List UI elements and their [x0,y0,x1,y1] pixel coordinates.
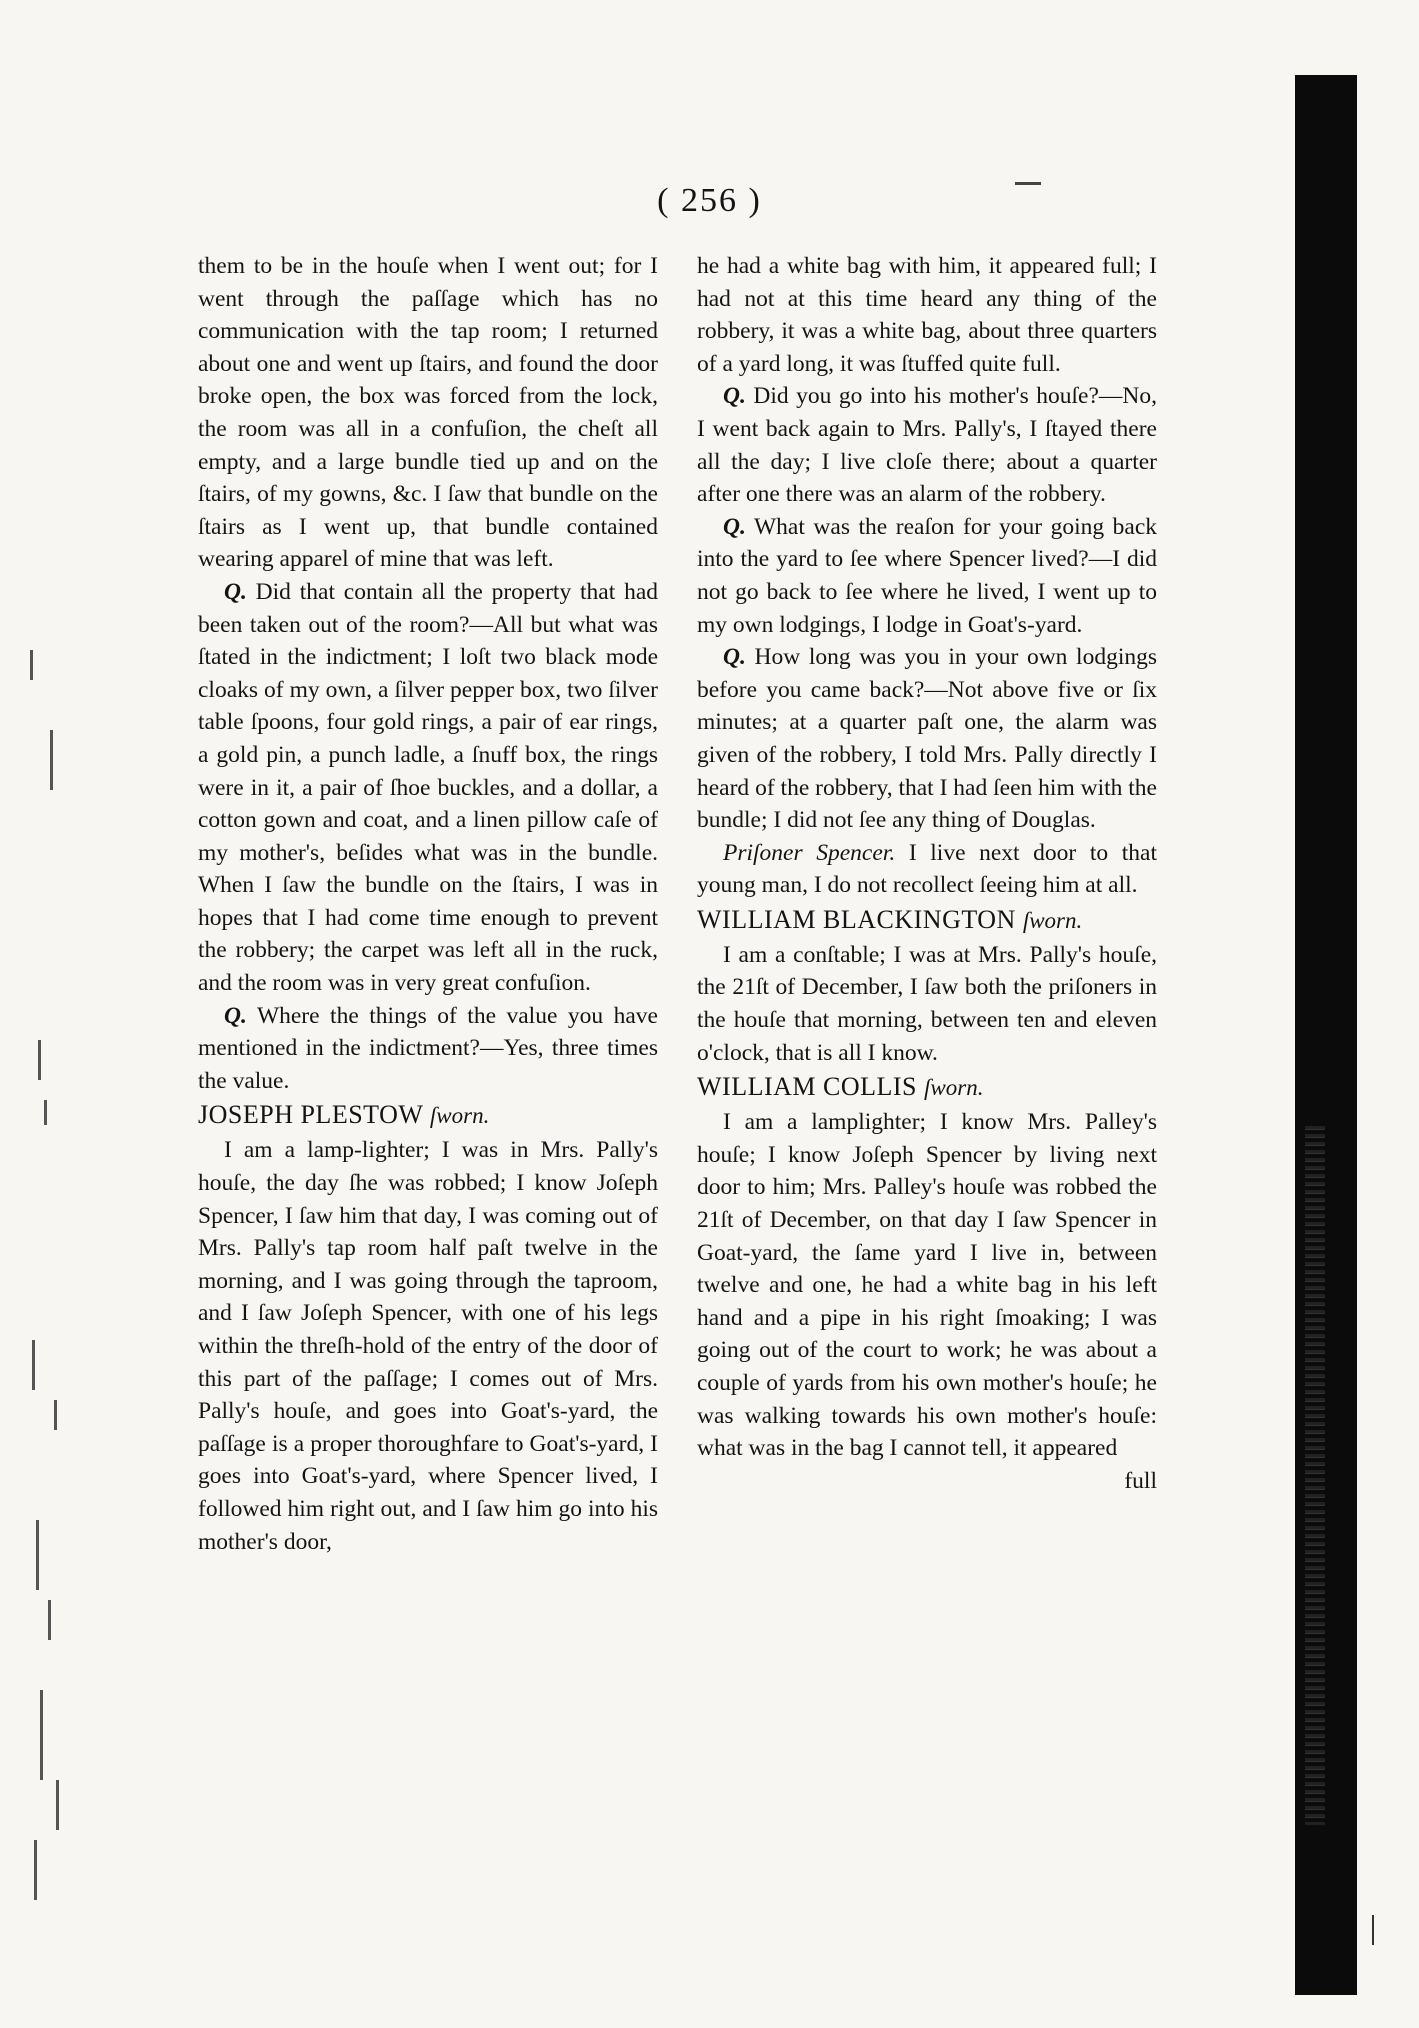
stray-mark [1015,182,1041,185]
testimony-paragraph [697,939,1157,1069]
bleed-mark [50,730,53,790]
witness-heading [198,1097,658,1134]
stray-mark [1372,1915,1374,1945]
paragraph-text: How long was you in your own lodgings before you came back?—Not above five or ſix minutes; at a quarter paſt one, the alarm was given of the robbery, I told Mrs. Pally directly I heard of the robbery, that I had ſeen him with the bundle; I did not ſee any thing of Douglas. [697,644,1158,834]
witness-heading [697,1069,1157,1106]
speaker-label: Priſoner Spencer. [723,839,896,866]
question-paragraph [697,641,1157,837]
paragraph-text: Where the things of the value you have mentioned in the indictment?—Yes, three times the value. [198,1002,658,1094]
question-mark: Q. [224,1002,247,1029]
paragraph-text: I am a lamplighter; I know Mrs. Palley's houſe; I know Joſeph Spencer by living next door to him; Mrs. Palley's houſe was robbed the 21ſt of December, on that day I ſaw Spencer in Goat-yard, the ſame yard I live in, between twelve and one, he had a white bag in his left hand and a pipe in his right ſmoaking; I was going out of the court to work; he was about a couple of yards from his own mother's houſe; he was walking towards his own mother's houſe: what was in the bag I cannot tell, it appeared [697,1109,1157,1462]
question-paragraph [198,576,658,1000]
sworn-label: ſworn. [1022,907,1083,933]
bleed-mark [56,1780,59,1830]
left-column [198,250,658,1558]
witness-heading [697,902,1157,939]
witness-name: WILLIAM BLACKINGTON [697,904,1016,934]
bleed-mark [32,1340,35,1390]
question-paragraph [697,380,1157,510]
question-mark: Q. [723,644,746,671]
witness-name: WILLIAM COLLIS [697,1072,918,1102]
bleed-mark [36,1520,39,1590]
bleed-mark [34,1840,37,1900]
scan-edge-shadow [1295,75,1357,1995]
question-paragraph [198,1000,658,1098]
paragraph-text: Did that contain all the property that had been taken out of the room?—All but what was ſtated in the indictment; I loſt two black mode cloaks of my own, a ſilver pepper box, two ſilver table ſpoons, four gold rings, a pair of ear rings, a gold pin, a punch ladle, a ſnuff box, the rings were in it, a pair of ſhoe buckles, and a dollar, a cotton gown and coat, and a linen pillow caſe of my mother's, beſides what was in the bundle. When I ſaw the bundle on the ſtairs, I was in hopes that I had come time enough to prevent the robbery; the carpet was left all in the ruck, and the room was in very great confuſion. [198,578,658,997]
paragraph-text: Did you go into his mother's houſe?—No, I went back again to Mrs. Pally's, I ſtayed there all the day; I live cloſe there; about a quarter after one there was an alarm of the robbery. [697,383,1157,508]
right-column [697,250,1157,1497]
paragraph-text: I live next door to that young man, I do not recollect ſeeing him at all. [697,839,1158,899]
sworn-label: ſworn. [429,1103,490,1129]
paragraph-text: them to be in the houſe when I went out; for I went through the paſſage which has no communication with the tap room; I returned about one and went up ſtairs, and found the door broke open, the box was forced from the lock, the room was all in a confuſion, the cheſt all empty, and a large bundle tied up and on the ſtairs, of my gowns, &c. I ſaw that bundle on the ſtairs as I went up, that bundle contained wearing apparel of mine that was left. [198,253,658,573]
bleed-mark [30,650,33,680]
bleed-mark [40,1690,43,1780]
paragraph-text: he had a white bag with him, it appeared full; I had not at this time heard any thing of the robbery, it was a white bag, about three quarters of a yard long, it was ſtuffed quite full. [697,253,1157,377]
sworn-label: ſworn. [924,1075,984,1101]
question-paragraph [697,511,1157,641]
testimony-paragraph [198,250,658,576]
question-mark: Q. [723,383,746,410]
question-mark: Q. [723,513,746,540]
testimony-paragraph [697,1106,1157,1465]
page-number: ( 256 ) [657,182,762,219]
paragraph-text: I am a lamp-lighter; I was in Mrs. Pally's houſe, the day ſhe was robbed; I know Joſeph Spencer, I ſaw him that day, I was coming out of Mrs. Pally's tap room half paſt twelve in the morning, and I was going through the taproom, and I ſaw Joſeph Spencer, with one of his legs within the threſh-hold of the entry of the door of this part of the paſſage; I comes out of Mrs. Pally's houſe, and goes into Goat's-yard, the paſſage is a proper thoroughfare to Goat's-yard, I goes into Goat's-yard, where Spencer lived, I followed him right out, and I ſaw him go into his mother's door, [198,1137,658,1555]
catchword: full [1124,1467,1157,1494]
scan-edge-noise [1305,1125,1325,1825]
bleed-mark [48,1600,51,1640]
paragraph-text: What was the reaſon for your going back into the yard to ſee where Spencer lived?—I did not go back to ſee where he lived, I went up to my own lodgings, I lodge in Goat's-yard. [697,513,1157,638]
speaker-paragraph [697,837,1157,902]
paragraph-text: I am a conſtable; I was at Mrs. Pally's houſe, the 21ſt of December, I ſaw both the priſoners in the houſe that morning, between ten and eleven o'clock, that is all I know. [697,941,1157,1066]
witness-name: JOSEPH PLESTOW [198,1100,423,1130]
bleed-mark [44,1100,47,1125]
testimony-paragraph [697,250,1157,380]
gutter-bleed-marks [30,640,90,1940]
bleed-mark [54,1400,57,1430]
bleed-mark [38,1040,41,1080]
question-mark: Q. [224,578,247,605]
testimony-paragraph [198,1134,658,1558]
